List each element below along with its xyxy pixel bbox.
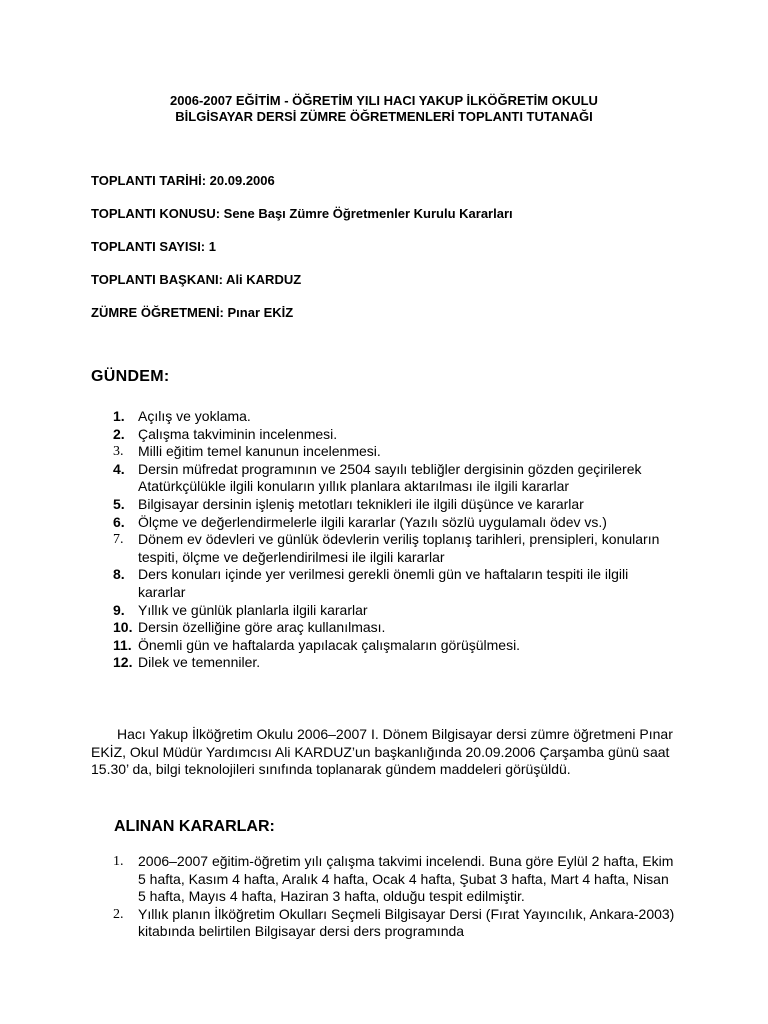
decision-item-number: 2. — [113, 906, 124, 922]
agenda-item — [0, 426, 678, 444]
agenda-item-number: 8. — [113, 566, 125, 583]
agenda-item-text: Dönem ev ödevleri ve günlük ödevlerin veriliş toplanış tarihleri, prensipleri, konuların tespiti, ölçme ve değerlendirilmesi ile ilgili kararlar — [138, 531, 660, 565]
paragraph-text: Hacı Yakup İlköğretim Okulu 2006–2007 I. Dönem Bilgisayar dersi zümre öğretmeni Pınar EKİZ, Okul Müdür Yardımcısı Ali KARDUZ’un başkanlığında 20.09.2006 Çarşamba günü saat 15.30’ da, bilgi teknolojileri sınıfında toplanarak gündem maddeleri görüşüldü. — [91, 726, 673, 778]
agenda-item-text: Dilek ve temenniler. — [138, 654, 261, 671]
agenda-item — [0, 408, 678, 426]
meeting-teacher: ZÜMRE ÖĞRETMENİ: Pınar EKİZ — [91, 305, 294, 320]
decision-item-text: 2006–2007 eğitim-öğretim yılı çalışma takvimi incelendi. Buna göre Eylül 2 hafta, Ekim 5 hafta, Kasım 4 hafta, Aralık 4 hafta, Ocak 4 hafta, Şubat 3 hafta, Mart 4 hafta, Nisan 5 hafta, Mayıs 4 hafta, Haziran 3 hafta, olduğu tespit edilmiştir. — [138, 853, 674, 905]
decisions-heading: ALINAN KARARLAR: — [114, 818, 275, 835]
agenda-item — [0, 514, 678, 532]
agenda-item-number: 12. — [113, 654, 133, 671]
meeting-chair: TOPLANTI BAŞKANI: Ali KARDUZ — [91, 272, 302, 287]
agenda-item-number: 4. — [113, 460, 125, 477]
title-line-2: BİLGİSAYAR DERSİ ZÜMRE ÖĞRETMENLERİ TOPLANTI TUTANAĞI — [175, 109, 593, 124]
agenda-item — [0, 531, 678, 566]
agenda-item-number: 3. — [113, 444, 124, 460]
agenda-item-text: Yıllık ve günlük planlarla ilgili kararlar — [138, 601, 368, 618]
decision-item — [0, 906, 678, 941]
agenda-item — [0, 461, 678, 496]
agenda-item — [0, 619, 678, 637]
agenda-item-text: Çalışma takviminin incelenmesi. — [138, 425, 338, 442]
title-line-1: 2006-2007 EĞİTİM - ÖĞRETİM YILI HACI YAKUP İLKÖĞRETİM OKULU — [170, 93, 598, 108]
agenda-item-text: Ders konuları içinde yer verilmesi gerekli önemli gün ve haftaların tespiti ile ilgili kararlar — [138, 566, 629, 600]
meeting-number: TOPLANTI SAYISI: 1 — [91, 239, 216, 254]
decision-item — [0, 853, 678, 906]
agenda-item-text: Dersin özelliğine göre araç kullanılması. — [138, 619, 386, 636]
meeting-subject: TOPLANTI KONUSU: Sene Başı Zümre Öğretmenler Kurulu Kararları — [91, 206, 513, 221]
agenda-item-text: Ölçme ve değerlendirmelerle ilgili kararlar (Yazılı sözlü uygulamalı ödev vs.) — [138, 513, 607, 530]
agenda-item — [0, 637, 678, 655]
agenda-item-text: Dersin müfredat programının ve 2504 sayılı tebliğler dergisinin gözden geçirilerek Atatürkçülükle ilgili konuların yıllık planlara aktarılması ile ilgili kararlar — [138, 460, 642, 495]
decisions-list — [0, 853, 768, 941]
agenda-item-number: 1. — [113, 408, 125, 424]
agenda-item-text: Açılış ve yoklama. — [138, 408, 251, 424]
decision-item-text: Yıllık planın İlköğretim Okulları Seçmeli Bilgisayar Dersi (Fırat Yayıncılık, Ankara-2003) kitabında belirtilen Bilgisayar dersi ders programında — [138, 905, 675, 940]
agenda-item-text: Önemli gün ve haftalarda yapılacak çalışmaların görüşülmesi. — [138, 636, 521, 653]
decision-item-number: 1. — [113, 854, 124, 869]
agenda-heading: GÜNDEM: — [91, 368, 170, 385]
agenda-item — [0, 602, 678, 620]
agenda-item — [0, 654, 678, 672]
agenda-item-number: 9. — [113, 601, 125, 618]
meeting-date: TOPLANTI TARİHİ: 20.09.2006 — [91, 173, 275, 188]
agenda-item-number: 10. — [113, 619, 133, 636]
meeting-summary-paragraph — [91, 726, 691, 779]
agenda-item-number: 11. — [113, 636, 132, 653]
agenda-item-text: Milli eğitim temel kanunun incelenmesi. — [138, 443, 381, 460]
agenda-item — [0, 566, 678, 601]
agenda-item-number: 5. — [113, 495, 125, 512]
agenda-item — [0, 443, 678, 461]
agenda-item-number: 2. — [113, 425, 125, 442]
agenda-list — [0, 408, 768, 672]
agenda-item-text: Bilgisayar dersinin işleniş metotları teknikleri ile ilgili düşünce ve kararlar — [138, 495, 584, 512]
agenda-item-number: 6. — [113, 513, 125, 530]
agenda-item-number: 7. — [113, 532, 124, 548]
agenda-item — [0, 496, 678, 514]
